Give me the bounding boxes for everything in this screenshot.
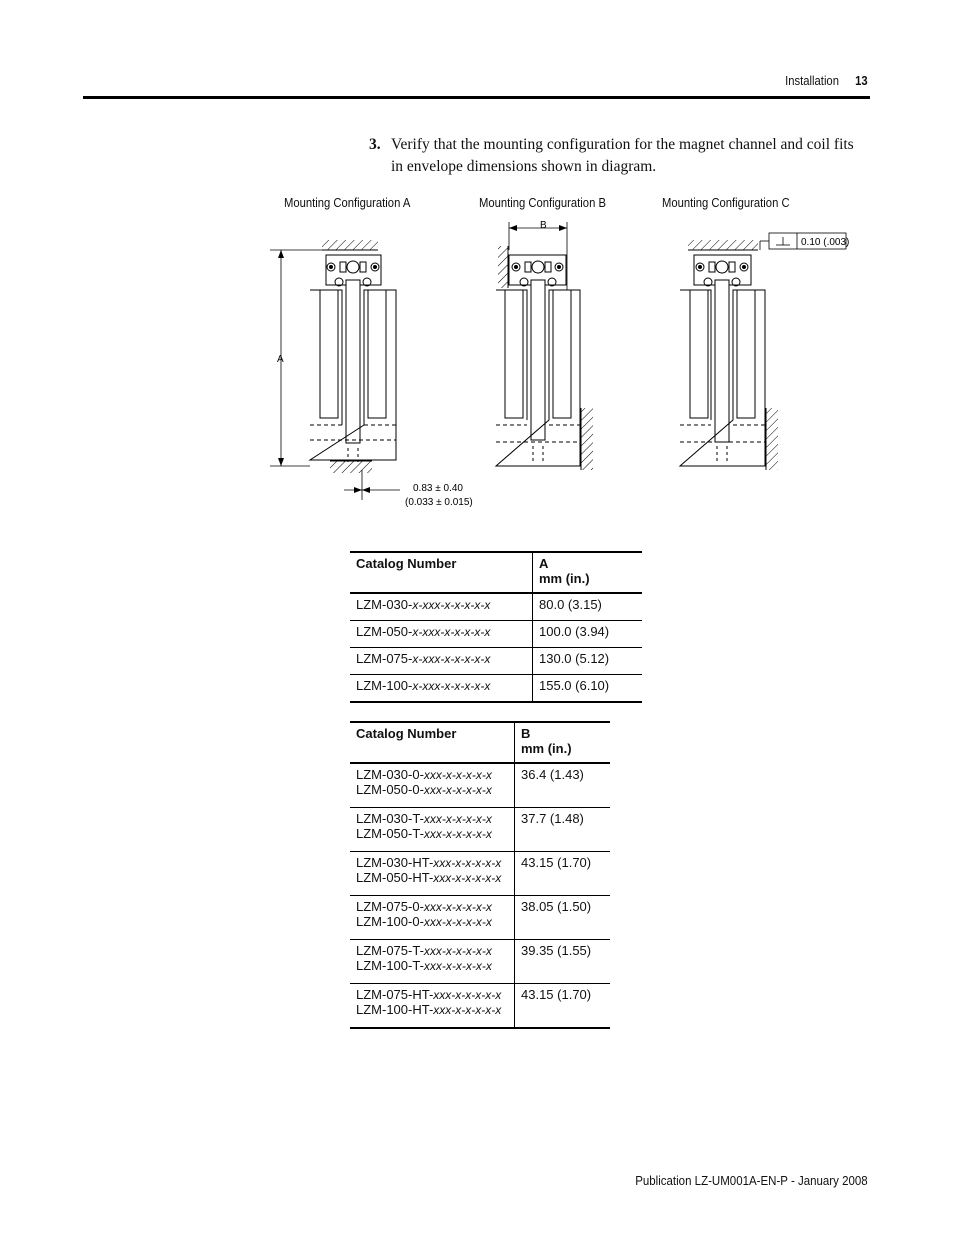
dimension-value: 37.7 (1.48) xyxy=(515,808,611,852)
table-row xyxy=(350,648,642,675)
table-a-header-dimension xyxy=(533,552,643,593)
config-b-drawing xyxy=(496,220,593,470)
catalog-prefix: LZM-030- xyxy=(356,597,413,612)
table-dimension-a xyxy=(350,551,642,703)
table-a-header-a: A xyxy=(539,556,549,571)
catalog-prefix: LZM-100- xyxy=(356,678,413,693)
dim-a-label: A xyxy=(277,354,284,365)
catalog-suffix: x-xxx-x-x-x-x-x xyxy=(412,625,491,639)
catalog-prefix: LZM-075-0- xyxy=(356,899,424,914)
catalog-prefix: LZM-030-T- xyxy=(356,811,424,826)
dimension-value: 155.0 (6.10) xyxy=(533,675,643,703)
header-page-number: 13 xyxy=(855,74,868,88)
catalog-prefix: LZM-050- xyxy=(356,624,413,639)
dimension-value: 36.4 (1.43) xyxy=(515,763,611,808)
catalog-prefix: LZM-075- xyxy=(356,651,413,666)
config-a-drawing xyxy=(270,240,473,508)
dimension-value: 80.0 (3.15) xyxy=(533,593,643,621)
catalog-suffix: xxx-x-x-x-x-x xyxy=(423,768,492,782)
table-b-header-units: mm (in.) xyxy=(521,741,572,756)
dimension-value: 39.35 (1.55) xyxy=(515,940,611,984)
catalog-suffix: xxx-x-x-x-x-x xyxy=(423,812,492,826)
table-row xyxy=(350,940,610,984)
catalog-suffix: xxx-x-x-x-x-x xyxy=(433,856,502,870)
catalog-suffix: xxx-x-x-x-x-x xyxy=(423,915,492,929)
header-section-title: Installation xyxy=(785,74,840,88)
dimension-value: 43.15 (1.70) xyxy=(515,852,611,896)
catalog-suffix: xxx-x-x-x-x-x xyxy=(423,944,492,958)
config-c-label: Mounting Configuration C xyxy=(662,196,790,210)
catalog-prefix: LZM-100-HT- xyxy=(356,1002,434,1017)
catalog-suffix: xxx-x-x-x-x-x xyxy=(423,959,492,973)
publication-footer: Publication LZ-UM001A-EN-P - January 2008 xyxy=(635,1174,868,1188)
offset-mm-label: 0.83 ± 0.40 xyxy=(413,483,463,494)
catalog-suffix: xxx-x-x-x-x-x xyxy=(433,988,502,1002)
catalog-suffix: xxx-x-x-x-x-x xyxy=(433,871,502,885)
catalog-prefix: LZM-030-HT- xyxy=(356,855,434,870)
offset-in-label: (0.033 ± 0.015) xyxy=(405,497,473,508)
table-row xyxy=(350,763,610,808)
catalog-prefix: LZM-075-HT- xyxy=(356,987,434,1002)
table-row xyxy=(350,896,610,940)
table-row xyxy=(350,593,642,621)
dimension-value: 38.05 (1.50) xyxy=(515,896,611,940)
catalog-prefix: LZM-030-0- xyxy=(356,767,424,782)
table-b-header-dimension xyxy=(515,722,611,763)
catalog-prefix: LZM-075-T- xyxy=(356,943,424,958)
flatness-label: 0.10 (.003) xyxy=(801,237,850,248)
dimension-value: 100.0 (3.94) xyxy=(533,621,643,648)
catalog-suffix: x-xxx-x-x-x-x-x xyxy=(412,679,491,693)
table-row xyxy=(350,984,610,1029)
table-row xyxy=(350,621,642,648)
mounting-diagram xyxy=(0,0,954,540)
dimension-value: 130.0 (5.12) xyxy=(533,648,643,675)
dimension-value: 43.15 (1.70) xyxy=(515,984,611,1029)
table-a-header-catalog: Catalog Number xyxy=(350,552,533,593)
config-c-drawing xyxy=(680,233,849,470)
catalog-suffix: x-xxx-x-x-x-x-x xyxy=(412,652,491,666)
table-b-header-b: B xyxy=(521,726,531,741)
config-a-label: Mounting Configuration A xyxy=(284,196,411,210)
catalog-prefix: LZM-050-T- xyxy=(356,826,424,841)
table-b-header-catalog: Catalog Number xyxy=(350,722,515,763)
table-row xyxy=(350,808,610,852)
catalog-suffix: xxx-x-x-x-x-x xyxy=(423,783,492,797)
step-text: Verify that the mounting configuration for the magnet channel and coil fits in envelope dimensions shown in diagram. xyxy=(391,136,854,175)
catalog-suffix: xxx-x-x-x-x-x xyxy=(433,1003,502,1017)
config-b-label: Mounting Configuration B xyxy=(479,196,606,210)
catalog-prefix: LZM-050-HT- xyxy=(356,870,434,885)
table-row xyxy=(350,852,610,896)
table-a-header-units: mm (in.) xyxy=(539,571,590,586)
catalog-suffix: xxx-x-x-x-x-x xyxy=(423,827,492,841)
dim-b-label: B xyxy=(540,220,547,231)
catalog-prefix: LZM-050-0- xyxy=(356,782,424,797)
table-a-header-row xyxy=(350,552,642,593)
table-row xyxy=(350,675,642,703)
catalog-suffix: xxx-x-x-x-x-x xyxy=(423,900,492,914)
table-b-header-row xyxy=(350,722,610,763)
catalog-prefix: LZM-100-0- xyxy=(356,914,424,929)
catalog-prefix: LZM-100-T- xyxy=(356,958,424,973)
step-number: 3. xyxy=(369,136,381,153)
table-dimension-b xyxy=(350,721,610,1029)
catalog-suffix: x-xxx-x-x-x-x-x xyxy=(412,598,491,612)
